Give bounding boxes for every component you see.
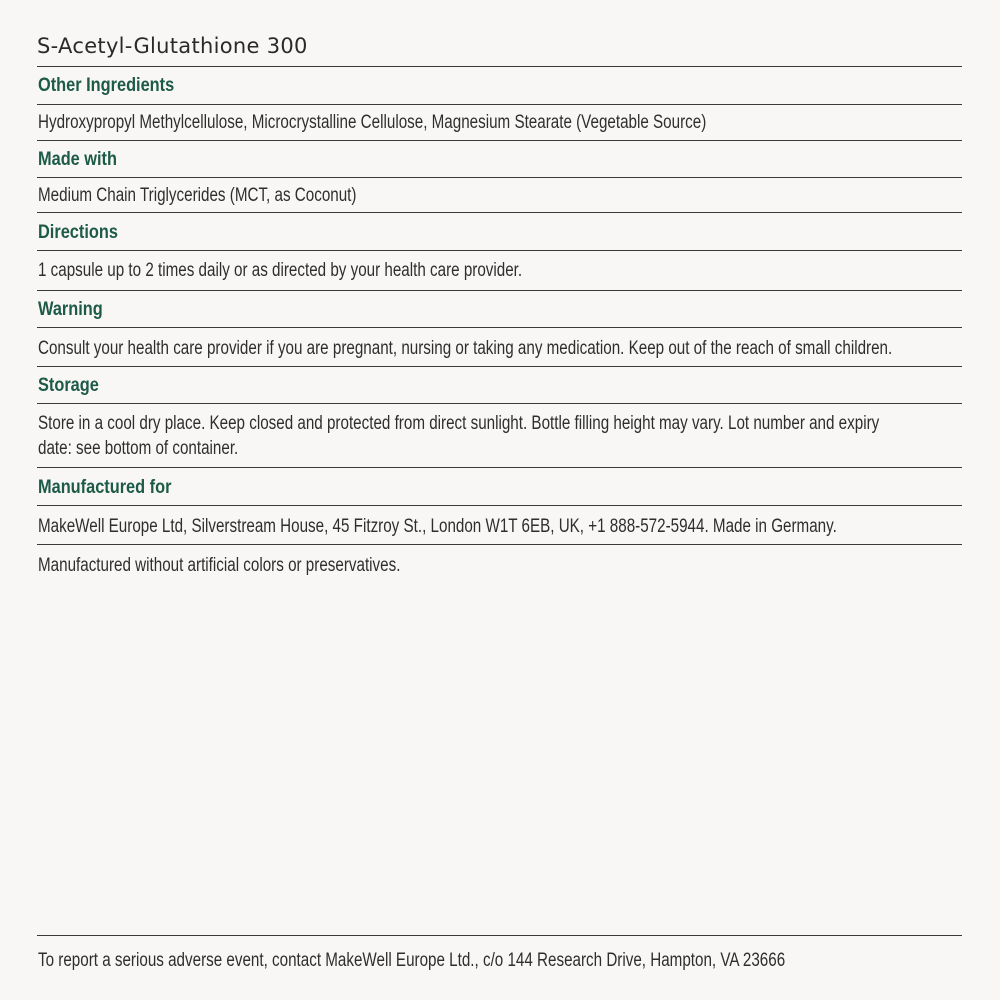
divider	[37, 140, 962, 141]
footer-divider	[37, 935, 962, 936]
made-with-text: Medium Chain Triglycerides (MCT, as Coconut)	[38, 185, 357, 206]
warning-text: Consult your health care provider if you are pregnant, nursing or taking any medication. Keep out of the reach of small children.	[38, 338, 893, 359]
product-title: S-Acetyl-Glutathione 300	[37, 34, 308, 58]
warning-heading: Warning	[38, 299, 103, 320]
manufactured-for-heading: Manufactured for	[38, 477, 172, 498]
divider	[37, 467, 962, 468]
divider	[37, 290, 962, 291]
manufactured-for-text: MakeWell Europe Ltd, Silverstream House, 45 Fitzroy St., London W1T 6EB, UK, +1 888-572-5944. Made in Germany.	[38, 516, 837, 537]
divider	[37, 366, 962, 367]
other-ingredients-heading: Other Ingredients	[38, 75, 175, 96]
directions-text: 1 capsule up to 2 times daily or as directed by your health care provider.	[38, 260, 523, 281]
divider	[37, 177, 962, 178]
divider	[37, 212, 962, 213]
free-from-note: Manufactured without artificial colors or preservatives.	[38, 555, 401, 576]
made-with-heading: Made with	[38, 149, 117, 170]
divider	[37, 544, 962, 545]
divider	[37, 403, 962, 404]
directions-heading: Directions	[38, 222, 118, 243]
divider	[37, 505, 962, 506]
other-ingredients-text: Hydroxypropyl Methylcellulose, Microcrystalline Cellulose, Magnesium Stearate (Vegetable Source)	[38, 112, 707, 133]
storage-text: Store in a cool dry place. Keep closed and protected from direct sunlight. Bottle filling height may vary. Lot number and expiry date: see bottom of container.	[38, 413, 880, 459]
divider	[37, 104, 962, 105]
divider	[37, 66, 962, 67]
divider	[37, 327, 962, 328]
storage-heading: Storage	[38, 375, 99, 396]
divider	[37, 250, 962, 251]
adverse-event-footer: To report a serious adverse event, contact MakeWell Europe Ltd., c/o 144 Research Drive, Hampton, VA 23666	[38, 950, 786, 971]
